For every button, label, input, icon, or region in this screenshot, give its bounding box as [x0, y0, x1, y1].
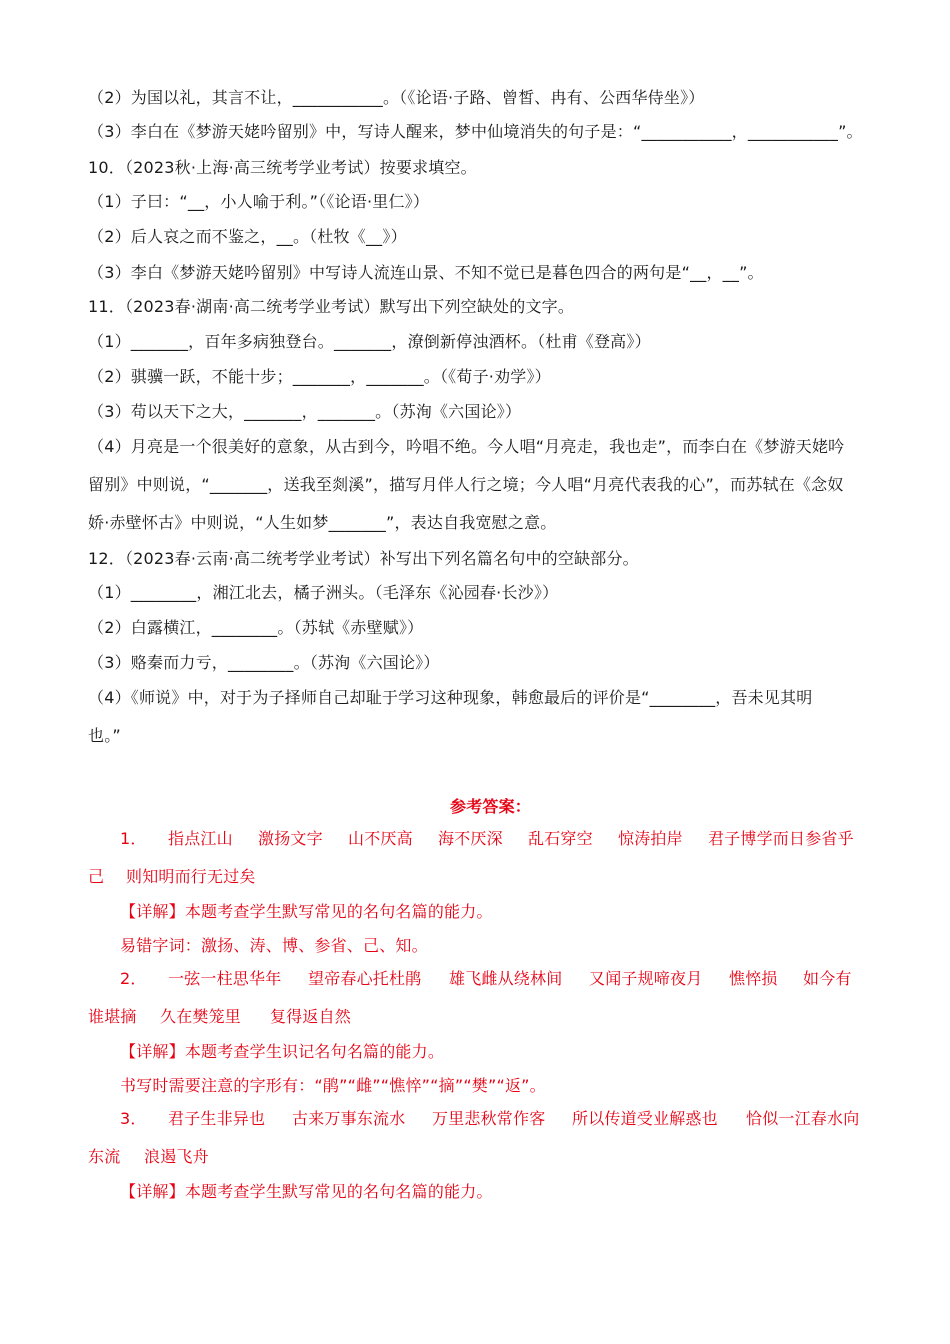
answer-3-number: 3．	[120, 1109, 147, 1128]
answer-2-item: 复得返自然	[270, 1007, 352, 1026]
answer-2-item: 又闻子规啼夜月	[589, 969, 703, 988]
answer-1-item: 激扬文字	[258, 829, 323, 848]
answer-1-item: 指点江山	[168, 829, 233, 848]
answer-1-item: 山不厌高	[348, 829, 413, 848]
answer-2-item: 望帝春心托杜鹃	[308, 969, 422, 988]
question-11-2: （2）骐骥一跃，不能十步；_______，_______。（《荀子·劝学》）	[88, 367, 551, 386]
answer-3-item: 古来万事东流水	[292, 1109, 406, 1128]
answer-3-item: 君子生非异也	[168, 1109, 266, 1128]
answer-2-detail-tag: 【详解】	[120, 1042, 185, 1061]
answer-3-item: 东流	[88, 1147, 121, 1166]
question-12-2: （2）白露横江，________。（苏轼《赤壁赋》）	[88, 618, 424, 637]
answer-1-item: 则知明而行无过矣	[126, 867, 256, 886]
answer-1-note: 易错字词：激扬、涛、博、参省、己、知。	[120, 936, 428, 955]
question-11-4-line3: 娇·赤壁怀古》中则说，“人生如梦_______”，表达自我宽慰之意。	[88, 513, 557, 532]
question-11-heading: 11．（2023春·湖南·高二统考学业考试）默写出下列空缺处的文字。	[88, 297, 575, 316]
question-10-2: （2）后人哀之而不鉴之，__。（杜牧《__》）	[88, 227, 407, 246]
question-12-4-line1: （4）《师说》中，对于为子择师自己却耻于学习这种现象，韩愈最后的评价是“________，吾未见其明	[88, 688, 813, 707]
answer-1-detail: 本题考查学生默写常见的名句名篇的能力。	[184, 902, 493, 921]
question-10-heading: 10．（2023秋·上海·高三统考学业考试）按要求填空。	[88, 158, 477, 177]
answer-3-item: 所以传道受业解惑也	[572, 1109, 718, 1128]
answer-1-number: 1．	[120, 829, 147, 848]
question-11-4-line2: 留别》中则说，“_______，送我至剡溪”，描写月伴人行之境；今人唱“月亮代表我的心”，而苏轼在《念奴	[88, 475, 844, 494]
answer-1-item: 君子博学而日参省乎	[708, 829, 854, 848]
question-10-3: （3）李白《梦游天姥吟留别》中写诗人流连山景、不知不觉已是暮色四合的两句是“__，__”。	[88, 263, 764, 282]
question-11-3: （3）苟以天下之大，_______，_______。（苏洵《六国论》）	[88, 402, 522, 421]
answer-1-item: 己	[88, 867, 105, 886]
answer-1-item: 乱石穿空	[528, 829, 593, 848]
answer-1-item: 惊涛拍岸	[618, 829, 683, 848]
question-12-4-line2: 也。”	[88, 726, 121, 745]
answer-3-detail-tag: 【详解】	[120, 1182, 185, 1201]
answer-2-item: 久在樊笼里	[160, 1007, 242, 1026]
answer-3-item: 万里悲秋常作客	[432, 1109, 546, 1128]
question-12-heading: 12．（2023春·云南·高二统考学业考试）补写出下列名篇名句中的空缺部分。	[88, 549, 639, 568]
question-10-1: （1）子曰：“__，小人喻于利。”（《论语·里仁》）	[88, 192, 430, 211]
question-9-3: （3）李白在《梦游天姥吟留别》中，写诗人醒来，梦中仙境消失的句子是：“___________，___________”。	[88, 122, 863, 141]
answer-1-item: 海不厌深	[438, 829, 503, 848]
answer-title: 参考答案：	[450, 797, 532, 816]
answer-1-detail-tag: 【详解】	[120, 902, 185, 921]
question-9-2: （2）为国以礼，其言不让，___________。（《论语·子路、曾皙、冉有、公西华侍坐》）	[88, 88, 705, 107]
answer-2-item: 雄飞雌从绕林间	[449, 969, 563, 988]
answer-2-item: 憔悴损	[729, 969, 778, 988]
answer-3-detail: 本题考查学生默写常见的名句名篇的能力。	[184, 1182, 493, 1201]
question-11-1: （1）_______，百年多病独登台。_______，潦倒新停浊酒杯。（杜甫《登高》）	[88, 332, 651, 351]
question-11-4-line1: （4）月亮是一个很美好的意象，从古到今，吟唱不绝。今人唱“月亮走，我也走”，而李白在《梦游天姥吟	[88, 437, 845, 456]
question-12-3: （3）赂秦而力亏，________。（苏洵《六国论》）	[88, 653, 440, 672]
answer-3-item: 浪遏飞舟	[144, 1147, 209, 1166]
answer-2-note: 书写时需要注意的字形有：“鹃”“雌”“憔悴”“摘”“樊”“返”。	[120, 1076, 546, 1095]
answer-2-detail: 本题考查学生识记名句名篇的能力。	[184, 1042, 445, 1061]
question-12-1: （1）________，湘江北去，橘子洲头。（毛泽东《沁园春·长沙》）	[88, 583, 559, 602]
answer-2-item: 如今有	[803, 969, 852, 988]
answer-2-item: 谁堪摘	[88, 1007, 137, 1026]
answer-2-item: 一弦一柱思华年	[168, 969, 282, 988]
answer-2-number: 2．	[120, 969, 147, 988]
answer-3-item: 恰似一江春水向	[746, 1109, 860, 1128]
